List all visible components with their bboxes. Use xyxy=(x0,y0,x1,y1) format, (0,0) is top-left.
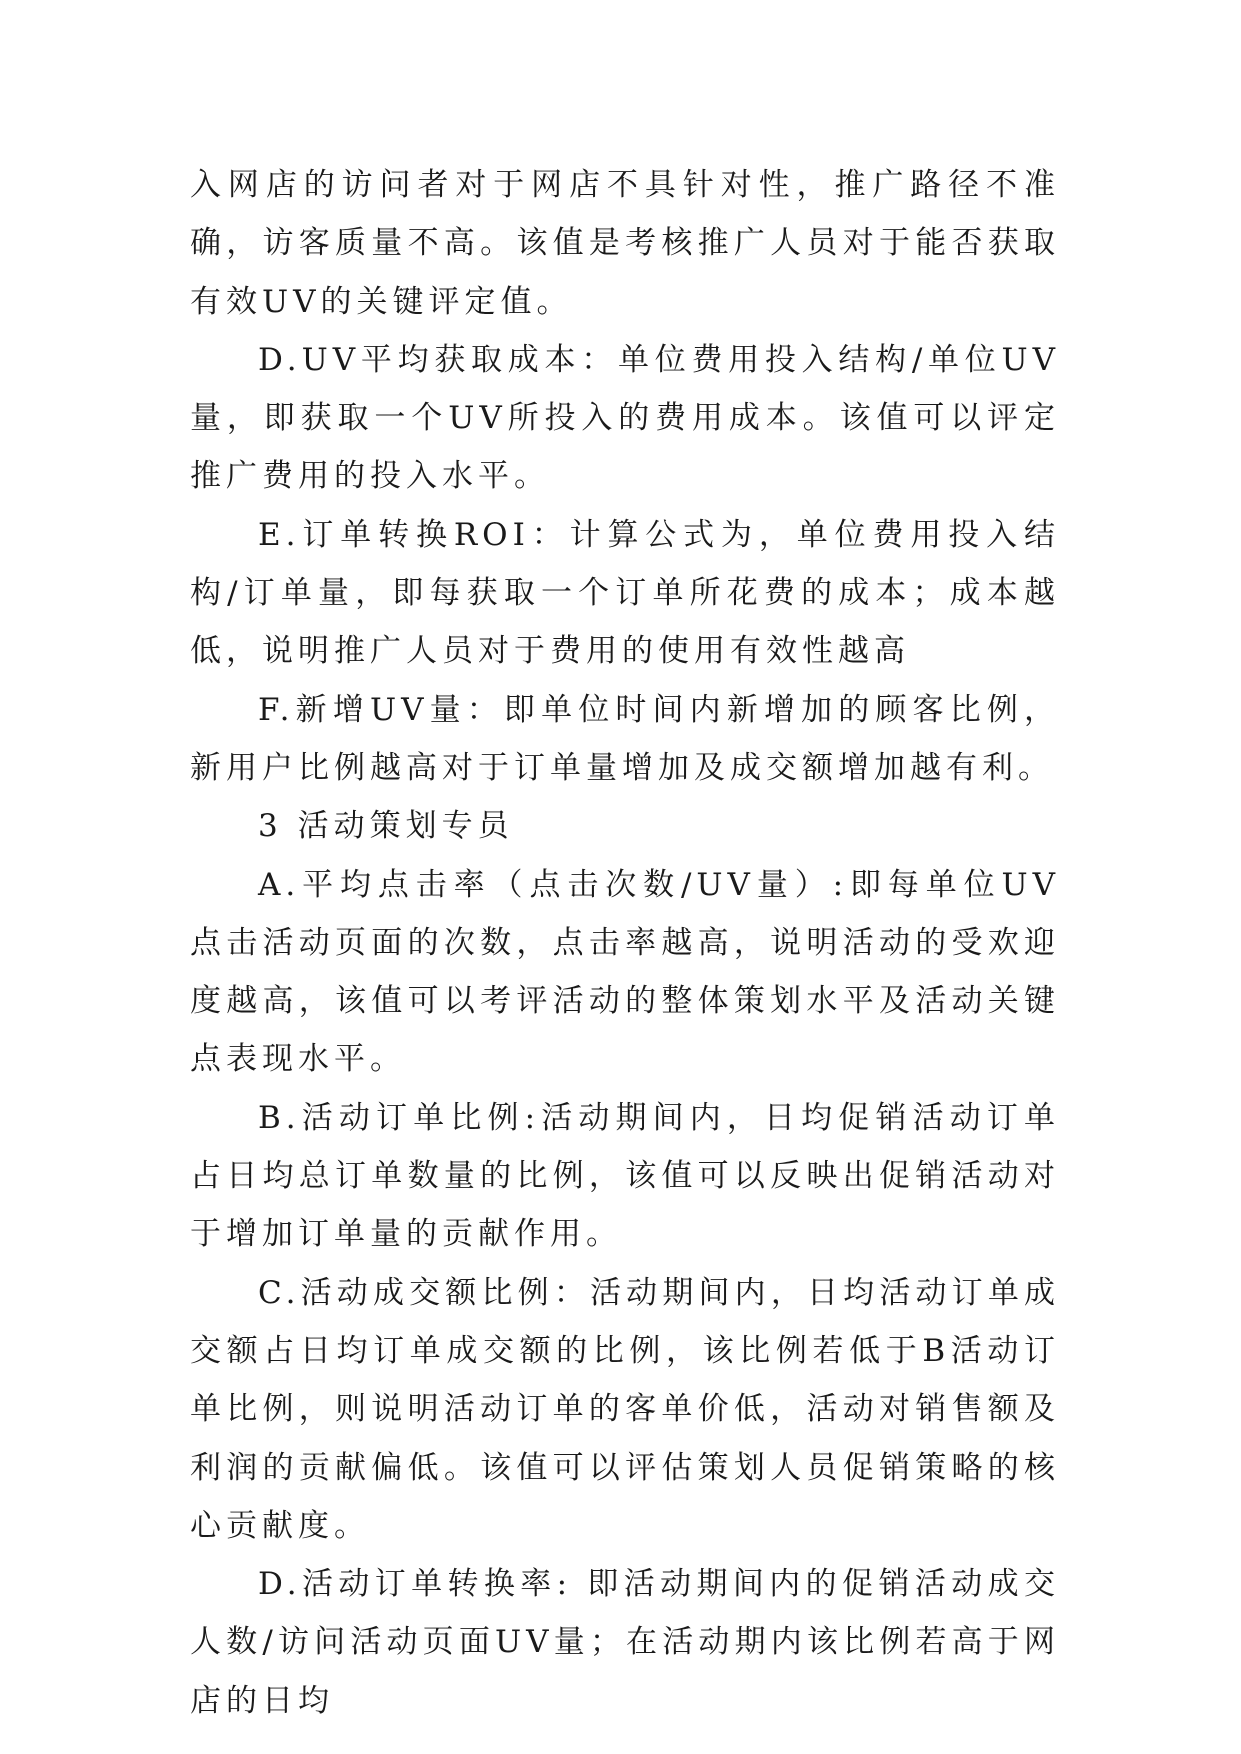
paragraph: 入网店的访问者对于网店不具针对性，推广路径不准确，访客质量不高。该值是考核推广人员对于能否获取有效UV的关键评定值。 xyxy=(190,167,1060,320)
paragraph: D.活动订单转换率: 即活动期间内的促销活动成交人数/访问活动页面UV量；在活动期内该比例若高于网店的日均 xyxy=(190,1566,1060,1719)
paragraph: F.新增UV量：即单位时间内新增加的顾客比例，新用户比例越高对于订单量增加及成交额增加越有利。 xyxy=(190,691,1060,786)
section-heading: 3 活动策划专员 xyxy=(258,808,514,845)
paragraph: B.活动订单比例:活动期间内，日均促销活动订单占日均总订单数量的比例，该值可以反映出促销活动对于增加订单量的贡献作用。 xyxy=(190,1099,1060,1253)
paragraph: C.活动成交额比例：活动期间内，日均活动订单成交额占日均订单成交额的比例，该比例若低于B活动订单比例，则说明活动订单的客单价低，活动对销售额及利润的贡献偏低。该值可以评估策划人员促销策略的核心贡献度。 xyxy=(190,1274,1060,1544)
paragraph: E.订单转换ROI：计算公式为，单位费用投入结构/订单量，即每获取一个订单所花费的成本；成本越低，说明推广人员对于费用的使用有效性越高 xyxy=(190,516,1060,670)
paragraph: D.UV平均获取成本：单位费用投入结构/单位UV量，即获取一个UV所投入的费用成本。该值可以评定推广费用的投入水平。 xyxy=(190,341,1060,495)
paragraph: A.平均点击率（点击次数/UV量）:即每单位UV点击活动页面的次数，点击率越高，说明活动的受欢迎度越高，该值可以考评活动的整体策划水平及活动关键点表现水平。 xyxy=(190,866,1060,1078)
document-body xyxy=(190,156,1060,1730)
